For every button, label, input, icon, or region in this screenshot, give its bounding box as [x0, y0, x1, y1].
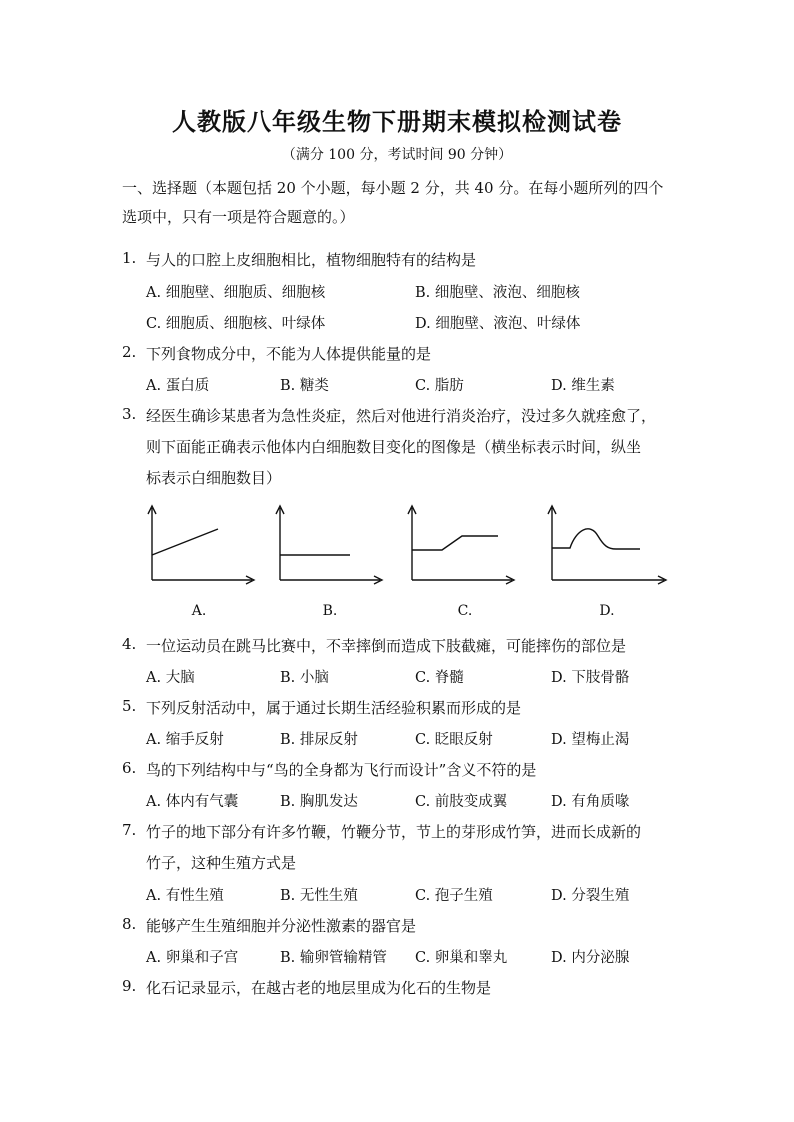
graph-d-curve — [552, 529, 640, 549]
question-5-number: 5. — [122, 697, 137, 715]
section-heading-line-1: 一、选择题（本题包括 20 个小题，每小题 2 分，共 40 分。在每小题所列的四个 — [122, 179, 664, 197]
graph-a-curve — [152, 529, 218, 555]
graph-d — [540, 500, 670, 590]
question-5-text: 下列反射活动中，属于通过长期生活经验积累而形成的是 — [146, 699, 522, 717]
question-2-option-c: C. 脂肪 — [415, 378, 464, 394]
question-3-text-line-1: 经医生确诊某患者为急性炎症，然后对他进行消炎治疗，没过多久就痊愈了， — [146, 407, 657, 425]
question-7-option-b: B. 无性生殖 — [280, 888, 358, 904]
question-1-option-d: D. 细胞壁、液泡、叶绿体 — [415, 316, 581, 332]
graph-a — [140, 500, 260, 590]
question-3-text-line-3: 标表示白细胞数目） — [146, 469, 282, 487]
question-2-option-a: A. 蛋白质 — [146, 378, 210, 394]
question-4-option-a: A. 大脑 — [146, 670, 195, 686]
question-2-text: 下列食物成分中，不能为人体提供能量的是 — [146, 345, 432, 363]
graph-a-label: A. — [191, 603, 207, 619]
question-3-number: 3. — [122, 405, 137, 423]
question-5-option-c: C. 眨眼反射 — [415, 732, 493, 748]
graph-c — [400, 500, 520, 590]
question-8-option-d: D. 内分泌腺 — [551, 950, 630, 966]
question-5-option-d: D. 望梅止渴 — [551, 732, 630, 748]
question-8-number: 8. — [122, 915, 137, 933]
question-8-option-a: A. 卵巢和子宫 — [146, 950, 239, 966]
question-1-number: 1. — [122, 249, 137, 267]
graph-c-curve — [412, 536, 498, 550]
question-5-option-a: A. 缩手反射 — [146, 732, 224, 748]
question-9-number: 9. — [122, 977, 137, 995]
graph-c-label: C. — [457, 603, 473, 619]
question-2-option-b: B. 糖类 — [280, 378, 329, 394]
question-8-option-c: C. 卵巢和睾丸 — [415, 950, 508, 966]
question-5-option-b: B. 排尿反射 — [280, 732, 358, 748]
question-6-option-b: B. 胸肌发达 — [280, 794, 358, 810]
question-1-option-b: B. 细胞壁、液泡、细胞核 — [415, 285, 580, 301]
question-4-number: 4. — [122, 635, 137, 653]
question-7-option-d: D. 分裂生殖 — [551, 888, 630, 904]
graph-d-label: D. — [599, 603, 615, 619]
question-6-text: 鸟的下列结构中与“鸟的全身都为飞行而设计”含义不符的是 — [146, 761, 537, 779]
question-2-number: 2. — [122, 343, 137, 361]
question-6-number: 6. — [122, 759, 137, 777]
section-heading-line-2: 选项中，只有一项是符合题意的。） — [122, 208, 355, 226]
question-1-text: 与人的口腔上皮细胞相比，植物细胞特有的结构是 — [146, 251, 477, 269]
question-4-option-c: C. 脊髓 — [415, 670, 464, 686]
question-1-option-a: A. 细胞壁、细胞质、细胞核 — [146, 285, 326, 301]
question-7-option-a: A. 有性生殖 — [146, 888, 224, 904]
question-4-option-b: B. 小脑 — [280, 670, 329, 686]
question-4-text: 一位运动员在跳马比赛中，不幸摔倒而造成下肢截瘫，可能摔伤的部位是 — [146, 637, 627, 655]
question-7-text-line-2: 竹子，这种生殖方式是 — [146, 854, 297, 872]
page-title: 人教版八年级生物下册期末模拟检测试卷 — [172, 107, 622, 136]
question-2-option-d: D. 维生素 — [551, 378, 615, 394]
question-1-option-c: C. 细胞质、细胞核、叶绿体 — [146, 316, 326, 332]
question-3-text-line-2: 则下面能正确表示他体内白细胞数目变化的图像是（横坐标表示时间，纵坐 — [146, 438, 642, 456]
question-6-option-a: A. 体内有气囊 — [146, 794, 239, 810]
question-7-option-c: C. 孢子生殖 — [415, 888, 493, 904]
question-6-option-d: D. 有角质喙 — [551, 794, 630, 810]
graph-b — [268, 500, 388, 590]
question-8-text: 能够产生生殖细胞并分泌性激素的器官是 — [146, 917, 417, 935]
question-8-option-b: B. 输卵管输精管 — [280, 950, 387, 966]
question-9-text: 化石记录显示，在越古老的地层里成为化石的生物是 — [146, 979, 492, 997]
graph-b-label: B. — [322, 603, 338, 619]
question-7-text-line-1: 竹子的地下部分有许多竹鞭，竹鞭分节，节上的芽形成竹笋，进而长成新的 — [146, 823, 642, 841]
exam-info: （满分 100 分，考试时间 90 分钟） — [281, 147, 513, 163]
question-7-number: 7. — [122, 821, 137, 839]
question-4-option-d: D. 下肢骨骼 — [551, 670, 630, 686]
question-6-option-c: C. 前肢变成翼 — [415, 794, 508, 810]
